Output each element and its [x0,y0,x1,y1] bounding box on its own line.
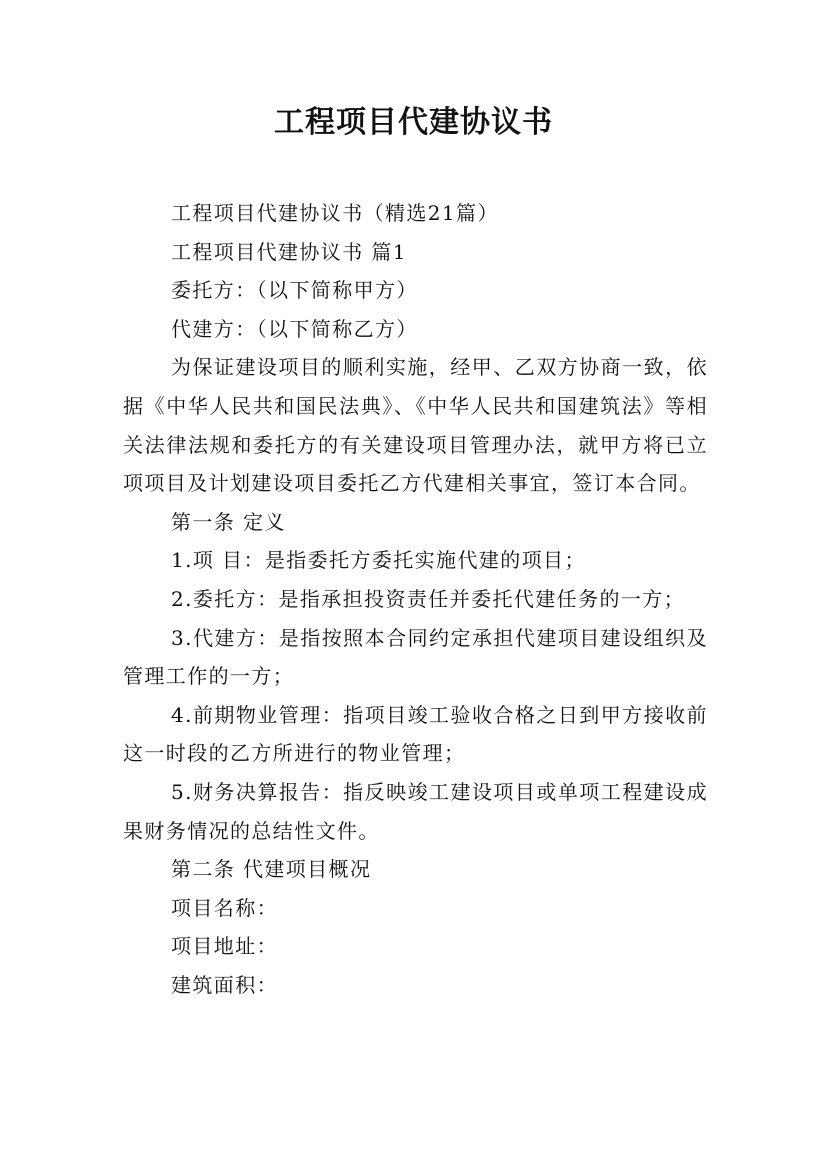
field-project-address: 项目地址： [171,934,278,959]
definition-item-financial-report: 5.财务决算报告：指反映竣工建设项目或单项工程建设成果财务情况的总结性文件。 [123,779,708,843]
document-body [123,194,708,1004]
paragraph-article-heading: 工程项目代建协议书 篇1 [171,239,407,264]
field-project-name: 项目名称： [171,895,278,920]
definition-item-agent: 3.代建方：是指按照本合同约定承担代建项目建设组织及管理工作的一方； [123,625,708,689]
definition-item-client: 2.委托方：是指承担投资责任并委托代建任务的一方； [171,586,686,611]
section-heading-project-overview: 第二条 代建项目概况 [171,857,372,882]
paragraph-preamble: 为保证建设项目的顺利实施，经甲、乙双方协商一致，依据《中华人民共和国民法典》、《中华人民共和国建筑法》等相关法律法规和委托方的有关建设项目管理办法，就甲方将已立项项目及计划建设项目委托乙方代建相关事宜，签订本合同。 [123,355,708,496]
definition-item-project: 1.项 目：是指委托方委托实施代建的项目； [171,548,586,573]
definition-item-property-management: 4.前期物业管理：指项目竣工验收合格之日到甲方接收前这一时段的乙方所进行的物业管理； [123,702,708,766]
paragraph-client-party: 委托方：（以下简称甲方） [171,278,418,303]
document-title: 工程项目代建协议书 [274,105,553,140]
paragraph-agent-party: 代建方：（以下简称乙方） [171,316,418,341]
field-building-area: 建筑面积： [171,972,278,997]
section-heading-definitions: 第一条 定义 [171,509,286,534]
paragraph-collection-title: 工程项目代建协议书（精选21篇） [171,201,499,225]
